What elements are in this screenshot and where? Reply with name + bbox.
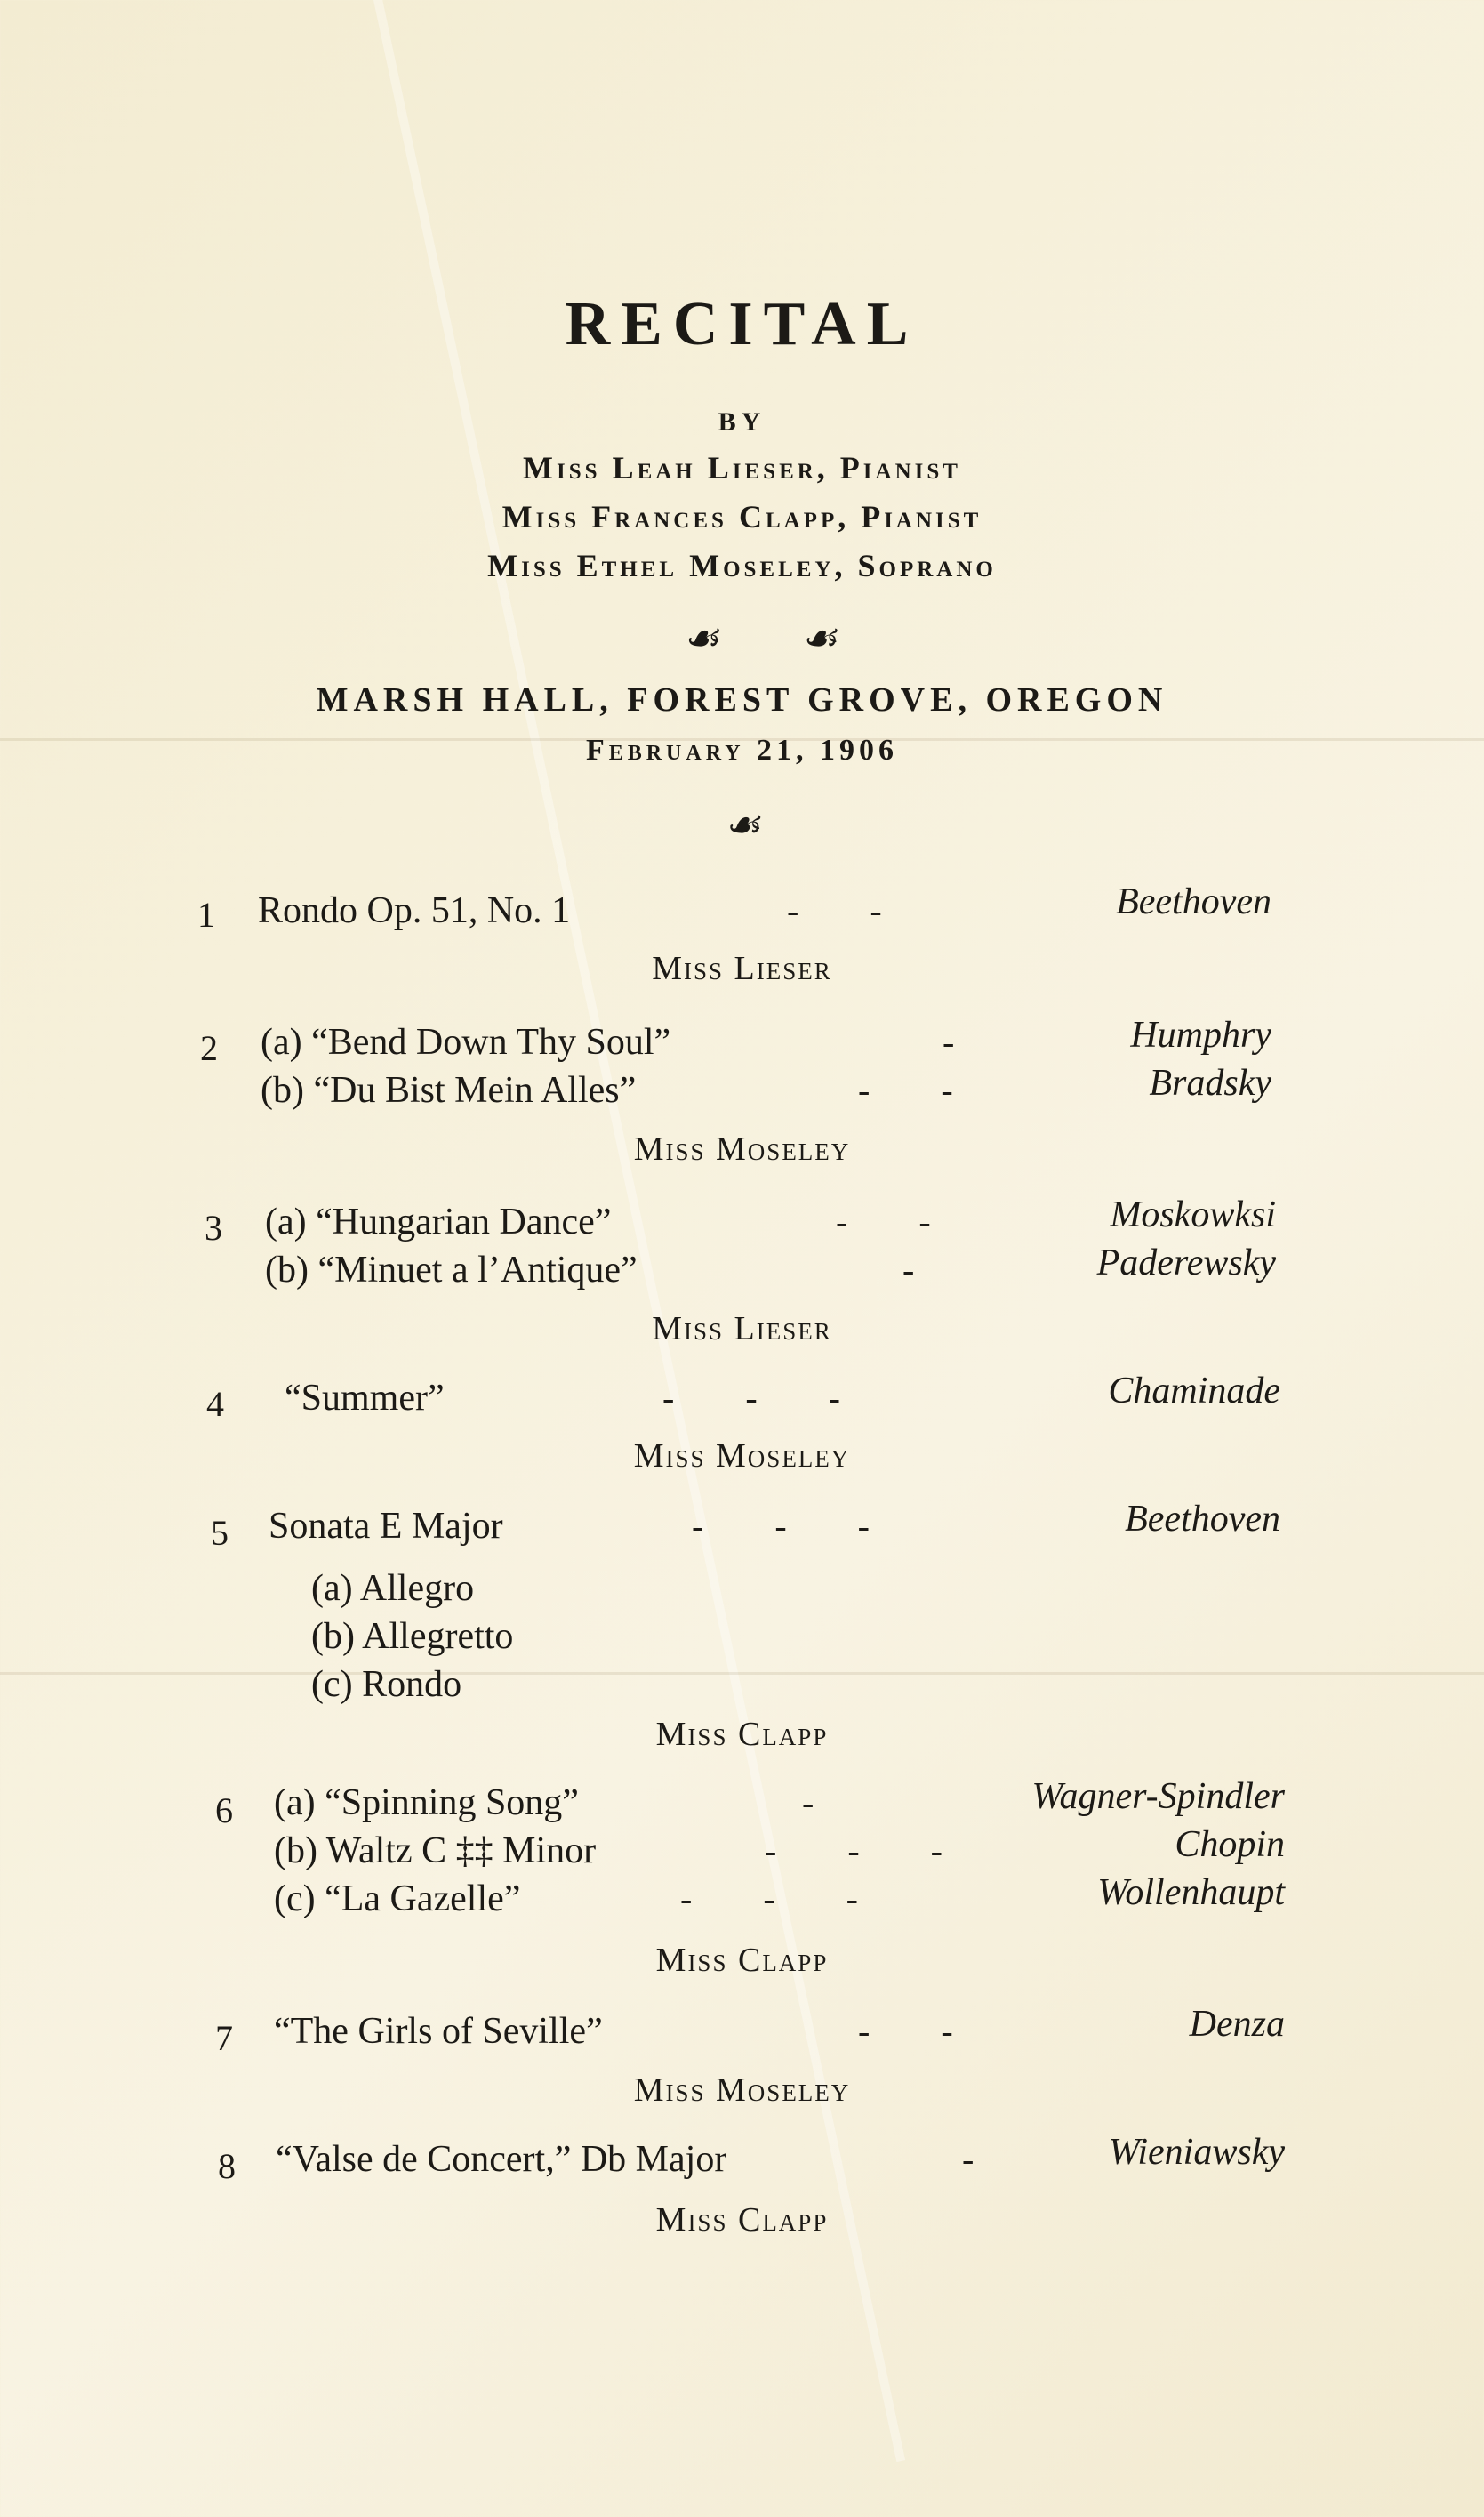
item-number: 3 <box>205 1208 222 1248</box>
leader-dashes: - - - <box>692 1506 870 1546</box>
composer: Bradsky <box>1149 1063 1271 1104</box>
performer-credit: Miss Moseley <box>633 2071 851 2109</box>
item-number: 5 <box>211 1513 229 1553</box>
leader-dashes: - - - <box>765 1830 943 1870</box>
piece-title: Rondo Op. 51, No. 1 <box>258 890 571 931</box>
item-number: 4 <box>206 1384 224 1424</box>
piece-title: (b) “Minuet a l’Antique” <box>265 1250 638 1291</box>
item-number: 8 <box>218 2146 236 2186</box>
leader-dashes: - <box>962 2139 975 2179</box>
performer-credit: Miss Clapp <box>655 1716 829 1753</box>
leader-dashes: - - - <box>662 1378 840 1418</box>
composer: Chopin <box>1175 1824 1285 1865</box>
ornament-icon: ☙ <box>723 802 761 848</box>
by-line: BY <box>718 407 766 437</box>
piece-title: (b) Waltz C ‡‡ Minor <box>274 1830 597 1871</box>
leader-dashes: - <box>943 1022 955 1062</box>
performer-line: Miss Leah Lieser, Pianist <box>523 450 961 486</box>
performer-credit: Miss Lieser <box>652 950 832 987</box>
composer: Humphry <box>1130 1015 1271 1056</box>
performer-credit: Miss Clapp <box>655 1942 829 1979</box>
piece-title: (a) “Hungarian Dance” <box>265 1202 612 1242</box>
movement: (a) Allegro <box>311 1568 475 1609</box>
composer: Moskowksi <box>1110 1194 1276 1235</box>
performer-line: Miss Ethel Moseley, Soprano <box>487 548 997 583</box>
leader-dashes: - - <box>836 1202 931 1242</box>
piece-title: “Valse de Concert,” Db Major <box>276 2139 727 2180</box>
date: February 21, 1906 <box>585 734 899 767</box>
piece-title: (c) “La Gazelle” <box>274 1878 521 1919</box>
composer: Wollenhaupt <box>1097 1872 1285 1913</box>
item-number: 6 <box>215 1790 233 1830</box>
performer-credit: Miss Clapp <box>655 2201 829 2239</box>
composer: Chaminade <box>1108 1371 1280 1411</box>
composer: Denza <box>1189 2004 1285 2045</box>
composer: Paderewsky <box>1096 1242 1276 1283</box>
item-number: 1 <box>197 895 215 935</box>
piece-title: “The Girls of Seville” <box>274 2011 603 2052</box>
venue: MARSH HALL, FOREST GROVE, OREGON <box>316 681 1168 719</box>
leader-dashes: - - - <box>680 1878 858 1918</box>
item-number: 2 <box>200 1028 218 1068</box>
performer-credit: Miss Moseley <box>633 1437 851 1475</box>
leader-dashes: - - <box>858 2011 953 2051</box>
piece-title: Sonata E Major <box>269 1506 503 1547</box>
composer: Wieniawsky <box>1108 2132 1285 2173</box>
piece-title: (a) “Spinning Song” <box>274 1782 579 1823</box>
page-title: RECITAL <box>565 290 919 358</box>
composer: Beethoven <box>1125 1499 1280 1540</box>
performer-line: Miss Frances Clapp, Pianist <box>501 499 983 535</box>
piece-title: (b) “Du Bist Mein Alles” <box>261 1070 637 1111</box>
movement: (c) Rondo <box>311 1664 462 1705</box>
leader-dashes: - <box>902 1250 915 1290</box>
piece-title: (a) “Bend Down Thy Soul” <box>261 1022 671 1063</box>
composer: Wagner-Spindler <box>1031 1776 1285 1817</box>
leader-dashes: - - <box>787 890 882 930</box>
ornament-icon: ☙ ☙ <box>682 615 873 661</box>
leader-dashes: - <box>802 1782 814 1822</box>
performer-credit: Miss Moseley <box>633 1130 851 1168</box>
leader-dashes: - - <box>858 1070 953 1110</box>
movement: (b) Allegretto <box>311 1616 514 1657</box>
fold-line <box>0 1672 1484 1675</box>
item-number: 7 <box>215 2018 233 2058</box>
composer: Beethoven <box>1116 881 1271 922</box>
piece-title: “Summer” <box>285 1378 445 1419</box>
performer-credit: Miss Lieser <box>652 1310 832 1347</box>
